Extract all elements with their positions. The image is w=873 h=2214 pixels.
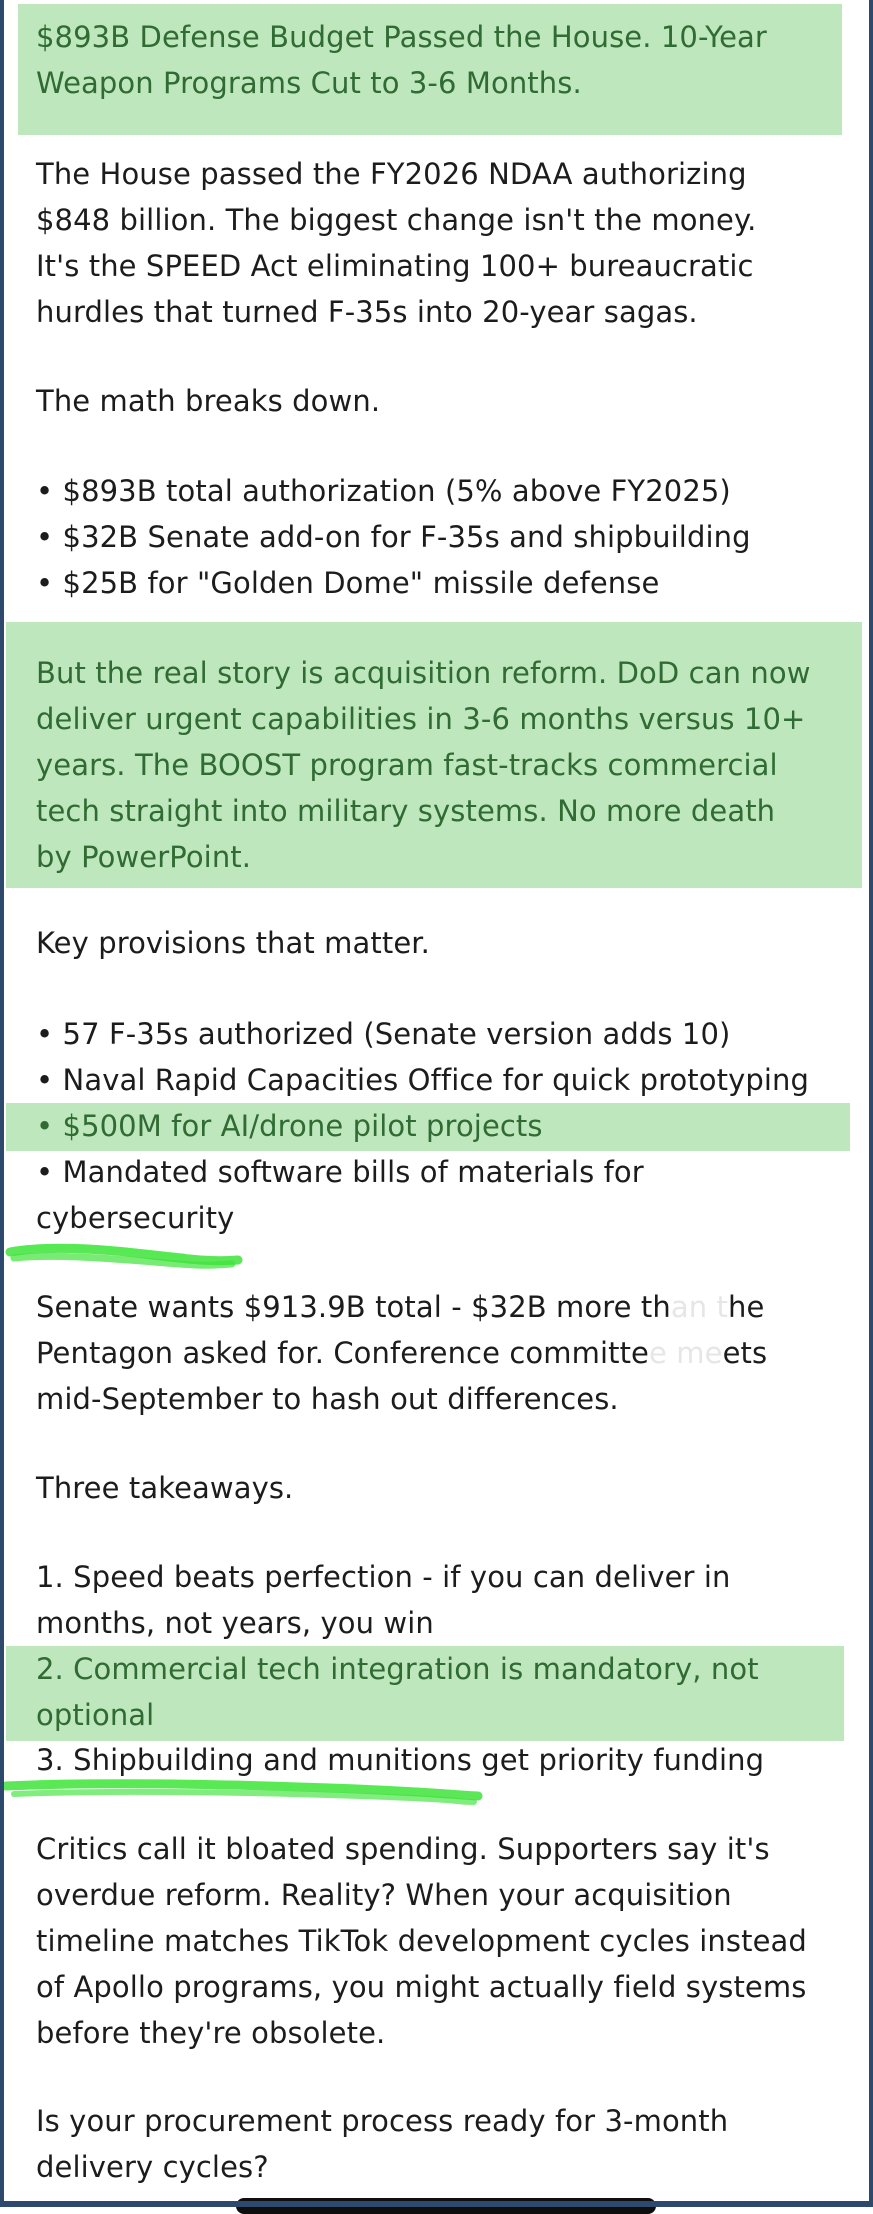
takeaways-heading: Three takeaways. xyxy=(36,1471,294,1505)
math-bullet: • $893B total authorization (5% above FY2025) xyxy=(36,474,731,508)
highlighter-scribble xyxy=(0,1774,490,1814)
intro-line: The House passed the FY2026 NDAA authorizing xyxy=(36,157,747,191)
provision-bullet: • Naval Rapid Capacities Office for quick prototyping xyxy=(36,1063,810,1097)
provision-bullet: • Mandated software bills of materials for xyxy=(36,1155,644,1189)
critics-line: of Apollo programs, you might actually field systems xyxy=(36,1970,807,2004)
critics-line: before they're obsolete. xyxy=(36,2016,386,2050)
frame-edge xyxy=(0,2201,873,2207)
reform-line: deliver urgent capabilities in 3-6 months versus 10+ xyxy=(36,702,806,736)
senate-line: Pentagon asked for. Conference committee meets xyxy=(36,1336,768,1370)
senate-line: Senate wants $913.9B total - $32B more than the xyxy=(36,1290,765,1324)
takeaway-item: optional xyxy=(36,1698,155,1732)
provision-bullet: • 57 F-35s authorized (Senate version adds 10) xyxy=(36,1017,731,1051)
critics-line: timeline matches TikTok development cycles instead xyxy=(36,1924,807,1958)
provision-bullet: cybersecurity xyxy=(36,1201,235,1235)
math-heading: The math breaks down. xyxy=(36,384,381,418)
critics-line: Critics call it bloated spending. Supporters say it's xyxy=(36,1832,770,1866)
reform-line: by PowerPoint. xyxy=(36,840,252,874)
senate-line: mid-September to hash out differences. xyxy=(36,1382,619,1416)
headline-line: $893B Defense Budget Passed the House. 10-Year xyxy=(36,20,767,54)
reform-line: But the real story is acquisition reform. DoD can now xyxy=(36,656,811,690)
provisions-heading: Key provisions that matter. xyxy=(36,926,430,960)
closing-line: Is your procurement process ready for 3-month xyxy=(36,2104,729,2138)
intro-line: $848 billion. The biggest change isn't the money. xyxy=(36,203,757,237)
takeaway-item: 2. Commercial tech integration is mandatory, not xyxy=(36,1652,759,1686)
math-bullet: • $32B Senate add-on for F-35s and shipbuilding xyxy=(36,520,751,554)
takeaway-item: 1. Speed beats perfection - if you can deliver in xyxy=(36,1560,731,1594)
critics-line: overdue reform. Reality? When your acquisition xyxy=(36,1878,732,1912)
highlighter-scribble xyxy=(4,1236,244,1276)
math-bullet: • $25B for "Golden Dome" missile defense xyxy=(36,566,660,600)
frame-edge xyxy=(0,0,4,2207)
intro-line: hurdles that turned F-35s into 20-year sagas. xyxy=(36,295,698,329)
takeaway-item: months, not years, you win xyxy=(36,1606,434,1640)
reform-line: years. The BOOST program fast-tracks commercial xyxy=(36,748,778,782)
frame-edge xyxy=(869,0,873,2207)
takeaway-item: 3. Shipbuilding and munitions get priority funding xyxy=(36,1743,765,1777)
closing-line: delivery cycles? xyxy=(36,2150,269,2184)
reform-line: tech straight into military systems. No more death xyxy=(36,794,776,828)
headline-line: Weapon Programs Cut to 3-6 Months. xyxy=(36,66,582,100)
provision-bullet: • $500M for AI/drone pilot projects xyxy=(36,1109,543,1143)
intro-line: It's the SPEED Act eliminating 100+ bureaucratic xyxy=(36,249,754,283)
